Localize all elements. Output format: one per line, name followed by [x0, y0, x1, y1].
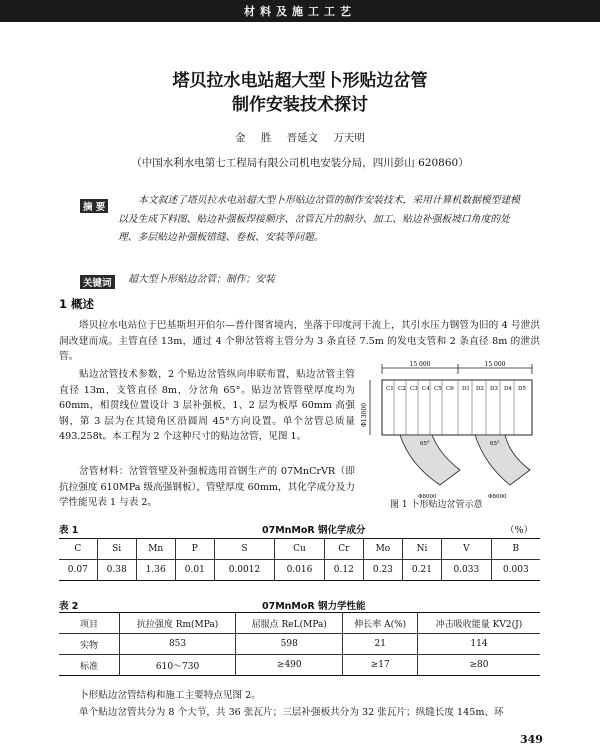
paragraph-material: 岔管材料：岔管管壁及补强板选用首钢生产的 07MnCrVR（即抗拉强度 610MPa 级高强钢板），管壁厚度 60mm，其化学成分及力学性能见表 1 与表 2。	[59, 466, 355, 508]
t2-r0-4: 114	[418, 634, 541, 655]
t1-h-s: S	[214, 539, 274, 560]
title-line-1: 塔贝拉水电站超大型卜形贴边岔管	[172, 71, 428, 91]
label-d3: D3	[490, 386, 498, 392]
table2	[59, 612, 540, 676]
table1	[59, 538, 540, 581]
label-c5: C5	[434, 386, 442, 392]
t2-r1-1: 610～730	[120, 655, 236, 676]
dia-1: Φ8000	[418, 494, 437, 500]
table1-title: 07MnMoR 钢化学成分	[262, 525, 366, 536]
t2-r1-3: ≥17	[343, 655, 418, 676]
label-c4: C4	[422, 386, 430, 392]
t2-r1-4: ≥80	[418, 655, 541, 676]
table2-title: 07MnMoR 钢力学性能	[262, 601, 366, 612]
label-c3: C3	[410, 386, 418, 392]
t1-h-b: B	[491, 539, 540, 560]
t1-v-ni: 0.21	[402, 560, 441, 581]
figure-1-diagram	[360, 360, 540, 510]
t1-h-cu: Cu	[275, 539, 325, 560]
abstract-label-box	[80, 195, 108, 214]
dim-vert: Φ13000	[361, 402, 368, 428]
t1-v-c: 0.07	[67, 565, 88, 575]
angle-2: 65°	[490, 441, 500, 447]
t1-v-si: 0.38	[97, 560, 136, 581]
table1-label: 表 1	[59, 525, 79, 536]
t2-r0-0: 实物	[59, 634, 120, 655]
t2-h-4: 冲击吸收能量 KV2(J)	[418, 613, 541, 634]
keywords-label-box	[80, 271, 115, 290]
label-c1: C1	[386, 386, 394, 392]
label-d2: D2	[476, 386, 484, 392]
affiliation: （中国水利水电第七工程局有限公司机电安装分局，四川彭山 620860）	[131, 157, 469, 169]
t1-v-p: 0.01	[175, 560, 214, 581]
t1-h-mn: Mn	[136, 539, 175, 560]
label-d1: D1	[462, 386, 470, 392]
abstract-text: 本文叙述了塔贝拉水电站超大型卜形贴边岔管的制作安装技术，采用计算机数据模型建模以及生成下料图、贴边补强板焊接顺序、岔管瓦片的制分、加工、贴边补强板坡口角度的处理、多层贴边补强板错缝、卷板、安装等问题。	[118, 195, 521, 243]
t1-h-ni: Ni	[402, 539, 441, 560]
journal-section-title: 材料及施工工艺	[244, 5, 356, 18]
authors: 金 胜 晋延文 万天明	[234, 132, 365, 144]
t1-h-mo: Mo	[363, 539, 402, 560]
t1-v-cr: 0.12	[324, 560, 363, 581]
paragraph-params: 贴边岔管技术参数，2 个贴边岔管纵向串联布置，贴边岔管主管直径 13m，支管直径 8m，分岔角 65°。贴边岔管管壁厚度均为 60mm，相贯线位置设计 3 层补强板，1、2 层为板厚 60mm 高强钢，第 3 层为在其镜角区沿圆周 45°方向设置。单个岔管总质量 493.258t。本工程为 2 个这种尺寸的贴边岔管，见图 1。	[59, 369, 355, 442]
t2-h-2: 屈服点 ReL(MPa)	[236, 613, 343, 634]
label-d4: D4	[504, 386, 512, 392]
angle-1: 65°	[420, 441, 430, 447]
t1-h-c: C	[59, 539, 97, 560]
t1-h-cr: Cr	[324, 539, 363, 560]
label-d5: D5	[518, 386, 526, 392]
dim-left: 15 000	[409, 361, 431, 368]
t1-v-mo: 0.23	[363, 560, 402, 581]
table2-label: 表 2	[59, 601, 79, 612]
t1-v-mn: 1.36	[136, 560, 175, 581]
t2-h-0: 项目	[59, 613, 120, 634]
t1-v-b: 0.003	[491, 560, 540, 581]
t2-r0-1: 853	[120, 634, 236, 655]
table1-unit: （%）	[505, 525, 534, 536]
t1-h-p: P	[175, 539, 214, 560]
label-c6: C6	[446, 386, 454, 392]
t2-h-1: 抗拉强度 Rm(MPa)	[120, 613, 236, 634]
t1-h-si: Si	[97, 539, 136, 560]
label-c2: C2	[398, 386, 406, 392]
t1-h-v: V	[441, 539, 491, 560]
page-number: 349	[520, 733, 543, 746]
section-heading: 1 概述	[59, 297, 95, 311]
paragraph-intro: 塔贝拉水电站位于巴基斯坦开伯尔—普什图省境内，坐落于印度河干流上，其引水压力钢管为旧的 4 号泄洪洞改建而成。主管直径 13m，通过 4 个卵岔管将主管分为 3 条直径 7.5m 的发电支管和 2 条直径 8m 的泄洪管。	[59, 320, 540, 362]
keywords-label: 关键词	[80, 275, 115, 289]
t1-v-cu: 0.016	[275, 560, 325, 581]
dia-2: Φ8000	[488, 494, 507, 500]
t1-v-s: 0.0012	[214, 560, 274, 581]
abstract-label: 摘 要	[80, 199, 108, 213]
title-line-2: 制作安装技术探讨	[232, 95, 368, 115]
figure-1-caption: 图 1 卜形贴边岔管示意	[390, 500, 483, 510]
t1-v-v: 0.033	[441, 560, 491, 581]
dim-right: 15 000	[484, 361, 506, 368]
keywords-text: 超大型卜形贴边岔管；制作；安装	[128, 274, 275, 285]
paragraph-sections: 单个贴边岔管共分为 8 个大节，共 36 张瓦片；三层补强板共分为 32 张瓦片；纵缝长度 145m、环	[79, 707, 504, 718]
paragraph-structure: 卜形贴边岔管结构和施工主要特点见图 2。	[79, 690, 261, 701]
t2-h-3: 伸长率 A(%)	[343, 613, 418, 634]
t2-r1-0: 标准	[79, 661, 98, 672]
t2-r0-2: 598	[236, 634, 343, 655]
t2-r1-2: ≥490	[236, 655, 343, 676]
t2-r0-3: 21	[343, 634, 418, 655]
